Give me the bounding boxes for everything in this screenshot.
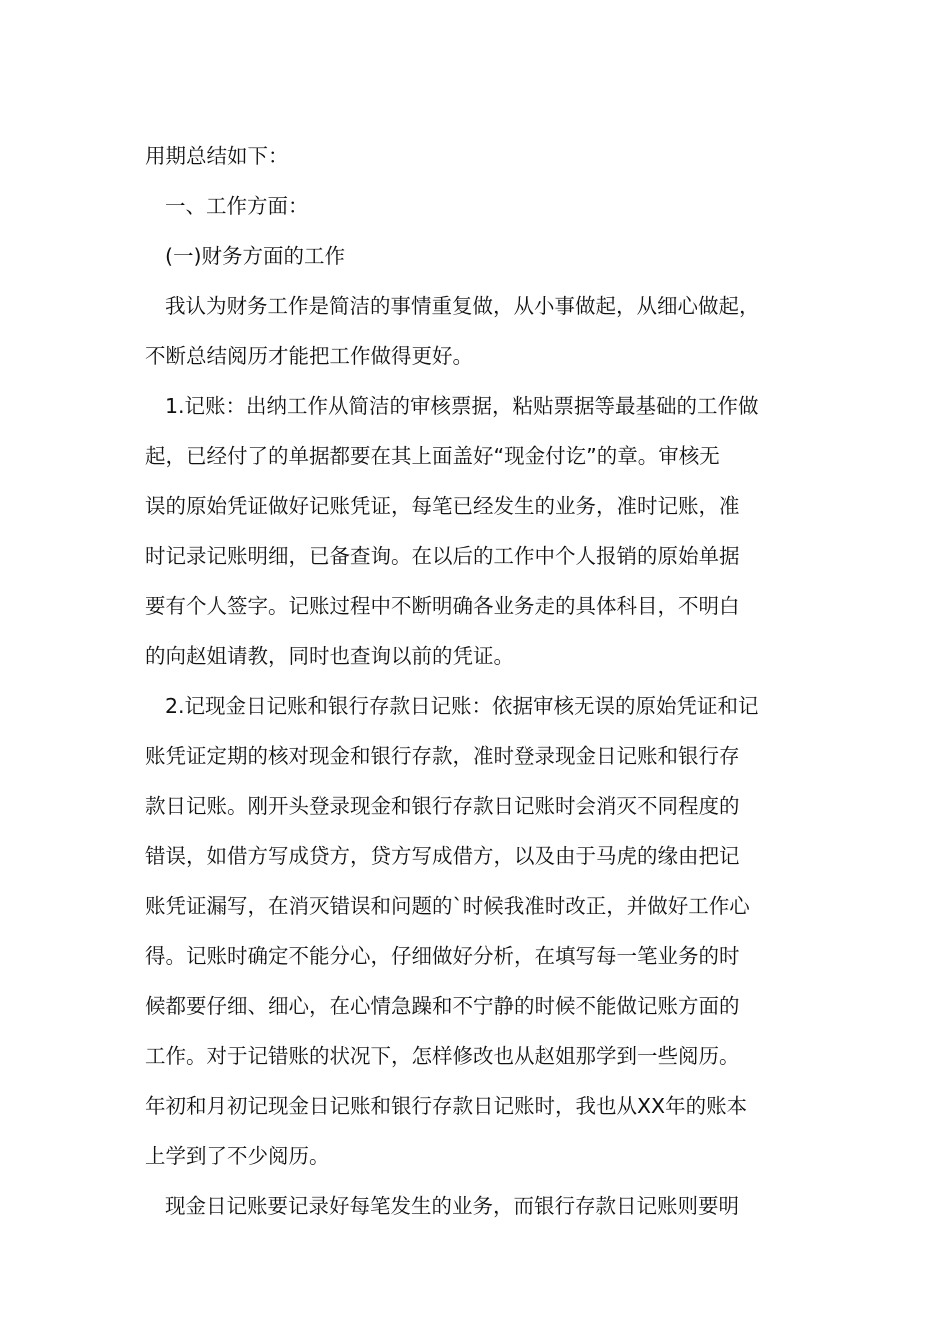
text-line: 账凭证定期的核对现金和银行存款，准时登录现金日记账和银行存 xyxy=(145,744,740,768)
text-line: 年初和月初记现金日记账和银行存款日记账时，我也从XX年的账本 xyxy=(145,1094,748,1118)
text-line: 得。记账时确定不能分心，仔细做好分析，在填写每一笔业务的时 xyxy=(145,944,740,968)
text-line: 1.记账：出纳工作从简洁的审核票据，粘贴票据等最基础的工作做 xyxy=(165,394,759,418)
text-line: 不断总结阅历才能把工作做得更好。 xyxy=(145,344,473,368)
text-line: 账凭证漏写，在消灭错误和问题的`时候我准时改正，并做好工作心 xyxy=(145,894,750,918)
text-line: 要有个人签字。记账过程中不断明确各业务走的具体科目，不明白 xyxy=(145,594,740,618)
text-line: 款日记账。刚开头登录现金和银行存款日记账时会消灭不同程度的 xyxy=(145,794,740,818)
text-line: 用期总结如下： xyxy=(145,144,289,168)
text-line: 现金日记账要记录好每笔发生的业务，而银行存款日记账则要明 xyxy=(165,1194,739,1218)
document-body xyxy=(145,131,810,1231)
text-line: 上学到了不少阅历。 xyxy=(145,1144,330,1168)
text-line: 工作。对于记错账的状况下，怎样修改也从赵姐那学到一些阅历。 xyxy=(145,1044,740,1068)
text-line: 的向赵姐请教，同时也查询以前的凭证。 xyxy=(145,644,514,668)
text-line: 我认为财务工作是简洁的事情重复做，从小事做起，从细心做起， xyxy=(165,294,760,318)
text-line: 错误，如借方写成贷方，贷方写成借方，以及由于马虎的缘由把记 xyxy=(145,844,740,868)
text-line: (一)财务方面的工作 xyxy=(165,244,345,268)
text-line: 一、工作方面： xyxy=(165,194,309,218)
text-line: 误的原始凭证做好记账凭证，每笔已经发生的业务，准时记账，准 xyxy=(145,494,740,518)
text-line: 候都要仔细、细心，在心情急躁和不宁静的时候不能做记账方面的 xyxy=(145,994,740,1018)
text-line: 起，已经付了的单据都要在其上面盖好“现金付讫”的章。审核无 xyxy=(145,444,720,468)
text-line: 2.记现金日记账和银行存款日记账：依据审核无误的原始凭证和记 xyxy=(165,694,759,718)
text-line: 时记录记账明细，已备查询。在以后的工作中个人报销的原始单据 xyxy=(145,544,740,568)
